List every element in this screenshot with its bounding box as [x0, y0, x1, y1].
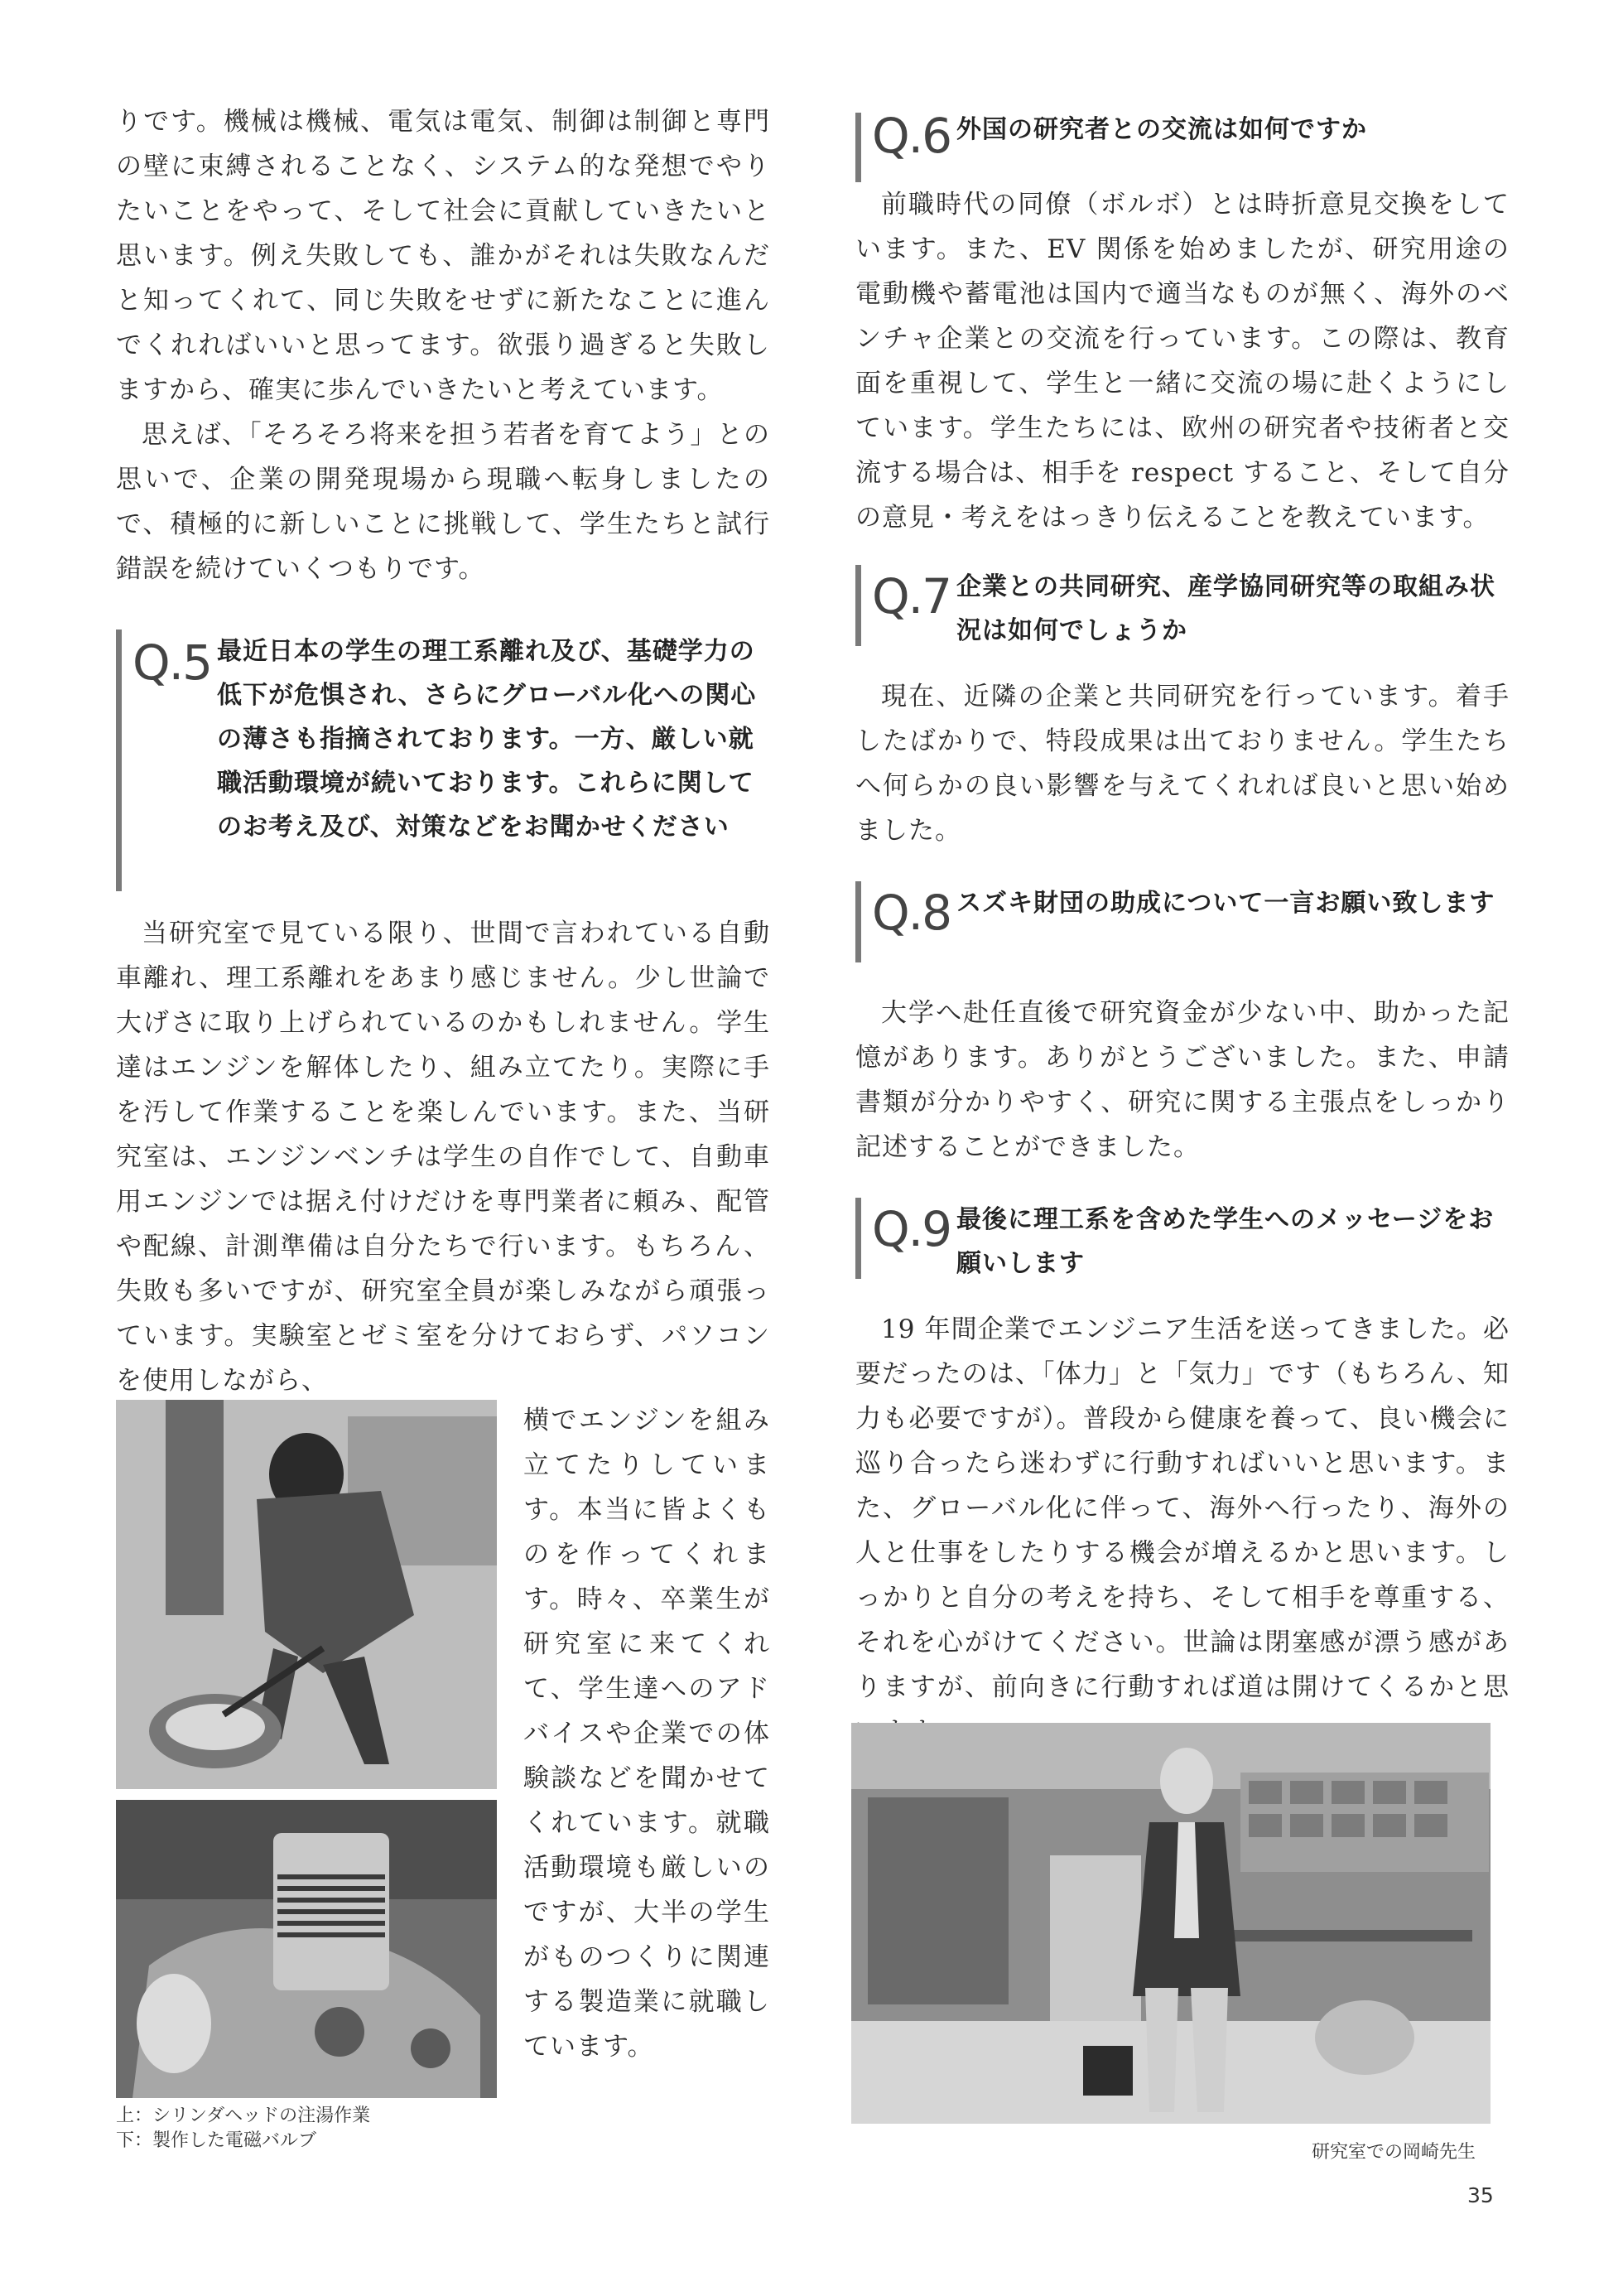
question-number: Q.6 [872, 108, 951, 164]
question-6 [855, 106, 1510, 189]
photo-caption-bottom: 下：製作した電磁バルブ [116, 2130, 317, 2151]
question-bar [116, 629, 122, 891]
answer-paragraph: 当研究室で見ている限り、世間で言われている自動車離れ、理工系離れをあまり感じません。少し世論で大げさに取り上げられているのかもしれません。学生達はエンジンを解体したり、組み立てたり。実際に手を汚して作業することを楽しんでいます。また、当研究室は、エンジンベンチは学生の自作でして、自動車用エンジンでは据え付けだけを専門業者に頼み、配管や配線、計測準備は自分たちで行います。もちろん、失敗も多いですが、研究室全員が楽しみながら頑張っています。実験室とゼミ室を分けておらず、パソコンを使用しながら、 [116, 919, 770, 1396]
photo-caption-top: 上：シリンダヘッドの注湯作業 [116, 2105, 371, 2126]
photo-caption: 研究室での岡崎先生 [1312, 2142, 1476, 2163]
question-number: Q.9 [872, 1201, 951, 1257]
question-8 [855, 881, 1510, 979]
question-text: 最後に理工系を含めた学生へのメッセージをお願いします [956, 1205, 1495, 1278]
photo-valve-illustration [116, 1800, 497, 2098]
question-bar [855, 565, 861, 646]
photo-casting [116, 1400, 497, 1789]
question-text: 企業との共同研究、産学協同研究等の取組み状況は如何でしょうか [956, 572, 1495, 645]
question-5 [116, 629, 770, 903]
answer-paragraph: 横でエンジンを組み立てたりしています。本当に皆よくものを作ってくれます。時々、卒業生が研究室に来てくれて、学生達へのアドバイスや企業での体験談などを聞かせてくれています。就職活動環境も厳しいのですが、大半の学生がものつくりに関連する製造業に就職しています。 [523, 1406, 770, 2062]
question-bar [855, 1198, 861, 1279]
question-number: Q.5 [132, 634, 211, 691]
answer-paragraph: 大学へ赴任直後で研究資金が少ない中、助かった記憶があります。ありがとうございました。また、申請書類が分かりやすく、研究に関する主張点をしっかり記述することができました。 [855, 998, 1510, 1162]
photo-professor [851, 1723, 1491, 2124]
page-number: 35 [1467, 2183, 1494, 2207]
photo-solenoid-valve [116, 1800, 497, 2098]
answer-paragraph: 前職時代の同僚（ボルボ）とは時折意見交換をしています。また、EV 関係を始めましたが、研究用途の電動機や蓄電池は国内で適当なものが無く、海外のベンチャ企業との交流を行っています。この際は、教育面を重視して、学生と一緒に交流の場に赴くようにしています。学生たちには、欧州の研究者や技術者と交流する場合は、相手を respect すること、そして自分の意見・考えをはっきり伝えることを教えています。 [855, 190, 1510, 533]
question-9 [855, 1198, 1510, 1295]
answer-paragraph: 19 年間企業でエンジニア生活を送ってきました。必要だったのは、「体力」と「気力」です（もちろん、知力も必要ですが）。普段から健康を養って、良い機会に巡り合ったら迷わずに行動すればいいと思います。また、グローバル化に伴って、海外へ行ったり、海外の人と仕事をしたりする機会が増えるかと思います。しっかりと自分の考えを持ち、そして相手を尊重する、それを心がけてください。世論は閉塞感が漂う感がありますが、前向きに行動すれば道は開けてくるかと思 [855, 1314, 1510, 1702]
photo-professor-illustration [851, 1723, 1491, 2124]
paragraph: 思えば、「そろそろ将来を担う若者を育てよう」との思いで、企業の開発現場から現職へ転身しましたので、積極的に新しいことに挑戦して、学生たちと試行錯誤を続けていくつもりです。 [116, 420, 770, 584]
photo-casting-illustration [116, 1400, 497, 1789]
question-7 [855, 565, 1510, 663]
question-bar [855, 113, 861, 182]
left-column [116, 99, 770, 1403]
answer-paragraph: 現在、近隣の企業と共同研究を行っています。着手したばかりで、特段成果は出ておりません。学生たちへ何らかの良い影響を与えてくれれば良いと思い始めました。 [855, 682, 1510, 846]
question-number: Q.8 [872, 885, 951, 941]
question-bar [855, 881, 861, 962]
answer-continuation [523, 1398, 770, 2069]
question-text: 外国の研究者との交流は如何ですか [956, 115, 1367, 144]
question-text: スズキ財団の助成について一言お願い致します [956, 889, 1495, 918]
question-number: Q.7 [872, 568, 951, 625]
question-text: 最近日本の学生の理工系離れ及び、基礎学力の低下が危惧され、さらにグローバル化への関心の薄さも指摘されております。一方、厳しい就職活動環境が続いております。これらに関してのお考え及び、対策などをお聞かせください [217, 637, 757, 842]
paragraph: りです。機械は機械、電気は電気、制御は制御と専門の壁に束縛されることなく、システム的な発想でやりたいことをやって、そして社会に貢献していきたいと思います。例え失敗しても、誰かがそれは失敗なんだと知ってくれて、同じ失敗をせずに新たなことに進んでくれればいいと思ってます。欲張り過ぎると失敗しますから、確実に歩んでいきたいと考えています。 [116, 107, 770, 405]
right-column [855, 106, 1510, 1754]
